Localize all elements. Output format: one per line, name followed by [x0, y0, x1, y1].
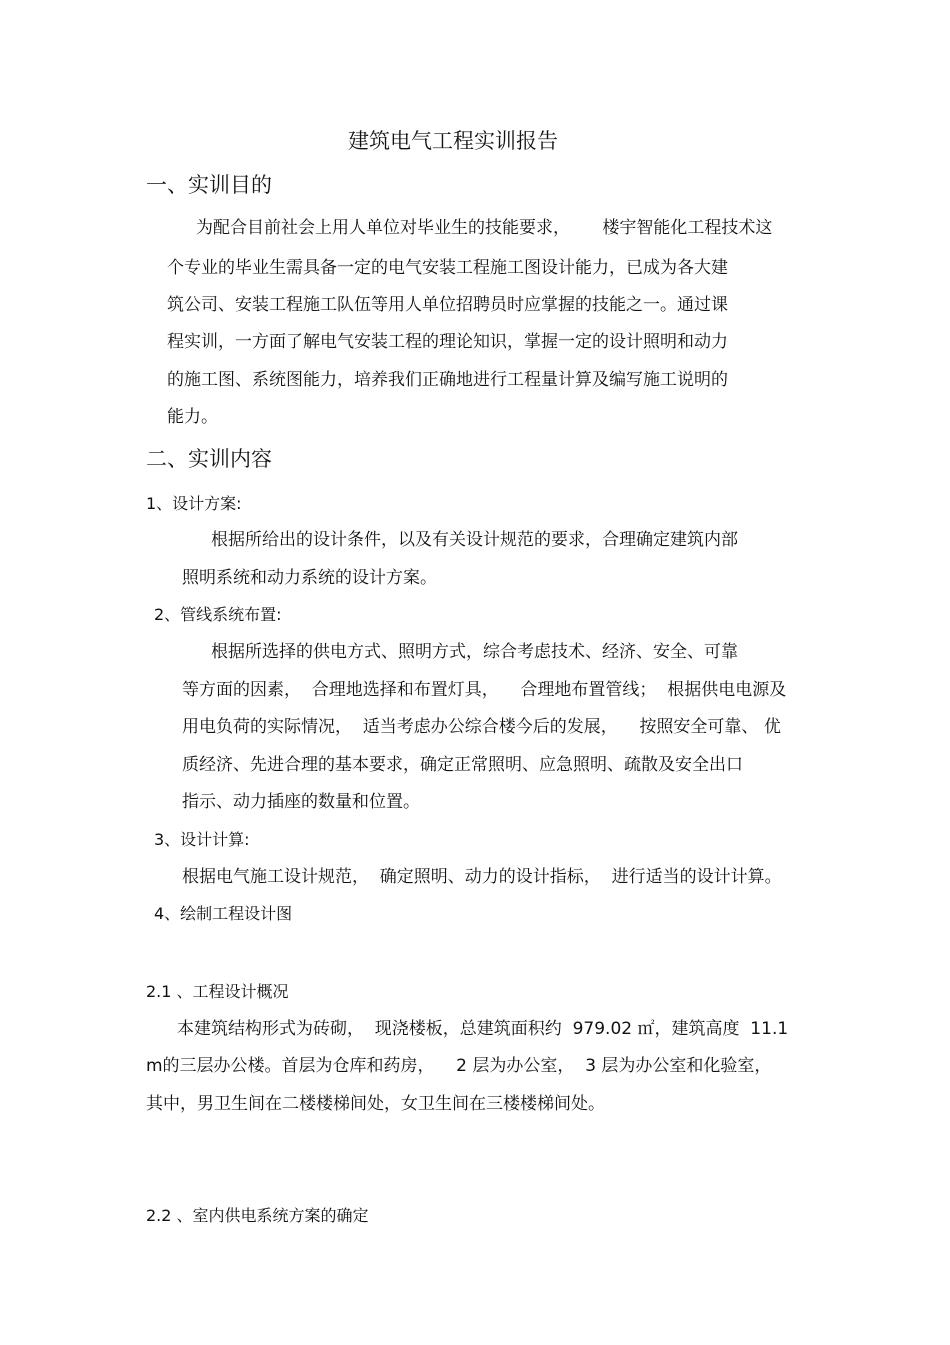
paragraph-line: 照明系统和动力系统的设计方案。 — [182, 568, 437, 588]
paragraph-line: 个专业的毕业生需具备一定的电气安装工程施工图设计能力，已成为各大建 — [167, 258, 728, 278]
document-title: 建筑电气工程实训报告 — [348, 129, 558, 153]
paragraph-line: 筑公司、安装工程施工队伍等用人单位招聘员时应掌握的技能之一。通过课 — [167, 295, 728, 315]
paragraph-line: 程实训，一方面了解电气安装工程的理论知识，掌握一定的设计照明和动力 — [167, 332, 728, 352]
item-label-drawing: 4、绘制工程设计图 — [154, 904, 293, 923]
paragraph-line: 根据电气施工设计规范， 确定照明、动力的设计指标， 进行适当的设计计算。 — [182, 867, 782, 887]
section-heading-purpose: 一、实训目的 — [146, 173, 272, 197]
paragraph-line: 等方面的因素， 合理地选择和布置灯具， 合理地布置管线； 根据供电电源及 — [182, 680, 787, 700]
paragraph-line: 为配合目前社会上用人单位对毕业生的技能要求， 楼宇智能化工程技术这 — [196, 218, 773, 238]
paragraph-line: 根据所选择的供电方式、照明方式，综合考虑技术、经济、安全、可靠 — [211, 642, 738, 662]
paragraph-line: 指示、动力插座的数量和位置。 — [182, 792, 420, 812]
item-label-pipeline-layout: 2、管线系统布置: — [154, 605, 282, 624]
paragraph-line: 的施工图、系统图能力，培养我们正确地进行工程量计算及编写施工说明的 — [167, 370, 728, 390]
paragraph-line: m的三层办公楼。首层为仓库和药房， 2 层为办公室， 3 层为办公室和化验室， — [146, 1056, 772, 1076]
paragraph-line: 能力。 — [167, 407, 218, 427]
paragraph-line: 其中，男卫生间在二楼楼梯间处，女卫生间在三楼楼梯间处。 — [146, 1094, 605, 1114]
section-heading-content: 二、实训内容 — [146, 447, 272, 471]
item-label-design-plan: 1、设计方案: — [146, 494, 242, 513]
item-label-design-calc: 3、设计计算: — [154, 830, 250, 849]
subsection-heading-power-supply: 2.2 、室内供电系统方案的确定 — [146, 1206, 369, 1225]
paragraph-line: 用电负荷的实际情况， 适当考虑办公综合楼今后的发展， 按照安全可靠、 优 — [182, 717, 781, 737]
paragraph-line: 质经济、先进合理的基本要求，确定正常照明、应急照明、疏散及安全出口 — [182, 755, 743, 775]
paragraph-line: 本建筑结构形式为砖砌， 现浇楼板，总建筑面积约 979.02 ㎡，建筑高度 11.1 — [177, 1019, 789, 1039]
paragraph-line: 根据所给出的设计条件，以及有关设计规范的要求，合理确定建筑内部 — [211, 530, 738, 550]
subsection-heading-overview: 2.1 、工程设计概况 — [146, 982, 289, 1001]
